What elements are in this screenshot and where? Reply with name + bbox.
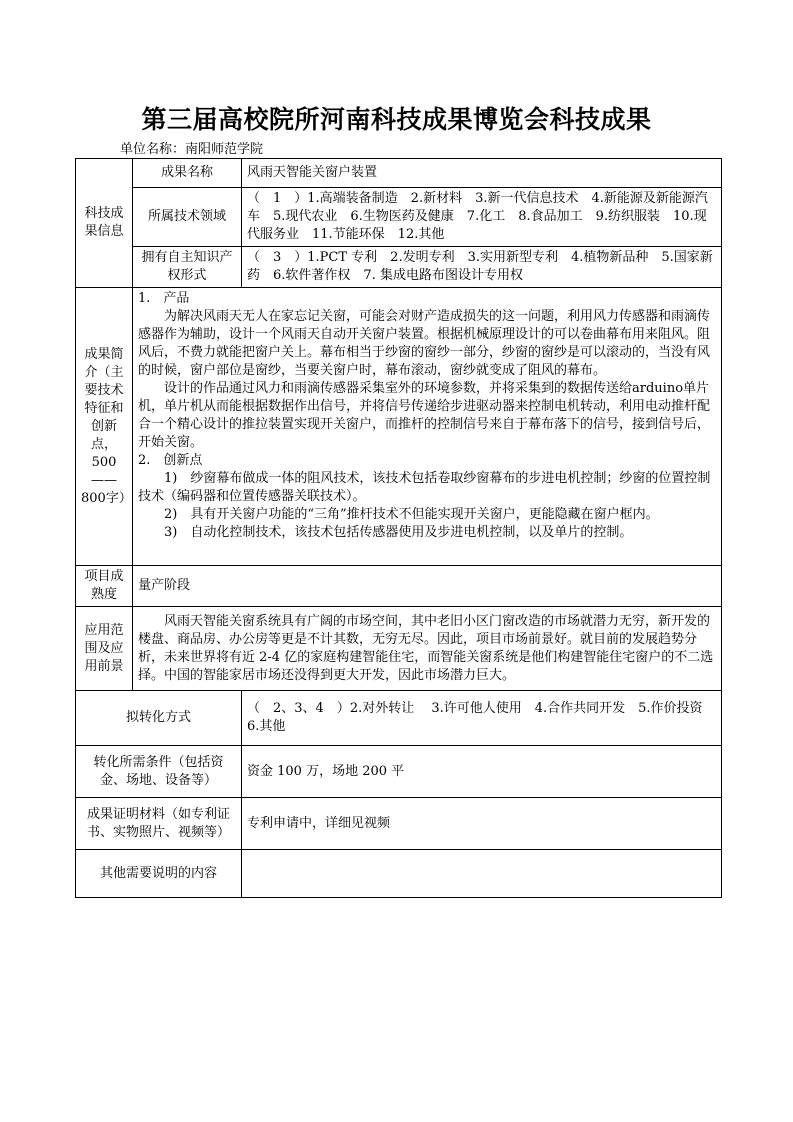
innovation-item-2: 2) 具有开关窗户功能的“三角”推杆技术不但能实现开关窗户，更能隐藏在窗户框内。 <box>164 507 659 522</box>
maturity-value: 量产阶段 <box>133 566 722 607</box>
document-title: 第三届高校院所河南科技成果博览会科技成果 <box>141 105 652 134</box>
transfer-label: 拟转化方式 <box>76 691 242 746</box>
intro-heading-product: 1. 产品 <box>138 291 190 306</box>
name-value: 风雨天智能关窗户装置 <box>242 159 722 188</box>
innovation-item-1: 1) 纱窗幕布做成一体的阻风技术，该技术包括卷取纱窗幕布的步进电机控制；纱窗的位置控制技术（编码器和位置传感器关联技术）。 <box>138 471 711 504</box>
innovation-item-3: 3) 自动化控制技术，该技术包括传感器使用及步进电机控制，以及单片的控制。 <box>164 525 633 540</box>
name-label: 成果名称 <box>133 159 242 188</box>
conditions-label: 转化所需条件（包括资金、场地、设备等） <box>76 746 242 798</box>
prospect-label: 应用范围及应用前景 <box>76 607 133 691</box>
conditions-value: 资金 100 万，场地 200 平 <box>242 746 722 798</box>
other-value <box>242 850 722 898</box>
transfer-value: （ 2、3、4 ）2.对外转让 3.许可他人使用 4.合作共同开发 5.作价投资 6.其他 <box>242 691 722 746</box>
field-label: 所属技术领域 <box>133 188 242 247</box>
ip-label: 拥有自主知识产权形式 <box>133 247 242 288</box>
prospect-value: 风雨天智能关窗系统具有广阔的市场空间，其中老旧小区门窗改造的市场就潜力无穷，新开发的楼盘、商品房、办公房等更是不计其数，无穷无尽。因此，项目市场前景好。就目前的发展趋势分析，未来世界将有近 2-4 亿的家庭构建智能住宅，而智能关窗系统是他们构建智能住宅窗户的不二选择。中国的智能家居市场还没得到更大开发，因此市场潜力巨大。 <box>133 607 722 691</box>
achievement-table <box>75 158 722 898</box>
info-section-label: 科技成果信息 <box>76 159 133 288</box>
ip-value: （ 3 ）1.PCT 专利 2.发明专利 3.实用新型专利 4.植物新品种 5.国家新药 6.软件著作权 7. 集成电路布图设计专用权 <box>242 247 722 288</box>
intro-label: 成果简介（主要技术特征和创新点，500——800字） <box>76 288 133 566</box>
other-label: 其他需要说明的内容 <box>76 850 242 898</box>
unit-name: 单位名称：南阳师范学院 <box>120 142 264 157</box>
intro-content <box>133 288 722 566</box>
proof-value: 专利申请中，详细见视频 <box>242 798 722 850</box>
intro-paragraph-2: 设计的作品通过风力和雨滴传感器采集室外的环境参数，并将采集到的数据传送给arduino单片机，单片机从而能根据数据作出信号，并将信号传递给步进驱动器来控制电机转动，利用电动推杆配合一个精心设计的推拉装置实现开关窗户，而推杆的控制信号来自于幕布落下的信号，接到信号后，开始关窗。 <box>138 381 711 450</box>
intro-paragraph-1: 为解决风雨天无人在家忘记关窗，可能会对财产造成损失的这一问题，利用风力传感器和雨滴传感器作为辅助，设计一个风雨天自动开关窗户装置。根据机械原理设计的可以卷曲幕布用来阻风。阻风后，不费力就能把窗户关上。幕布相当于纱窗的窗纱一部分，纱窗的窗纱是可以滚动的，当没有风的时候，窗户部位是窗纱，当要关窗户时，幕布滚动，窗纱就变成了阻风的幕布。 <box>138 309 711 378</box>
intro-heading-innovation: 2. 创新点 <box>138 453 203 468</box>
proof-label: 成果证明材料（如专利证书、实物照片、视频等） <box>76 798 242 850</box>
maturity-label: 项目成熟度 <box>76 566 133 607</box>
field-value: （ 1 ）1.高端装备制造 2.新材料 3.新一代信息技术 4.新能源及新能源汽车 5.现代农业 6.生物医药及健康 7.化工 8.食品加工 9.纺织服装 10.现代服务业 11.节能环保 12.其他 <box>242 188 722 247</box>
